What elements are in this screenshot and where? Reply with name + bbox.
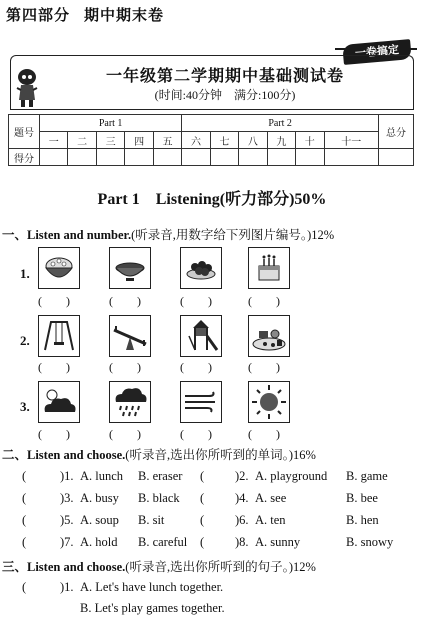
picnic-icon: [248, 315, 290, 357]
score-table: [8, 114, 414, 166]
swing-icon: [38, 315, 80, 357]
col-9: 九: [267, 132, 295, 149]
answer-blank[interactable]: ( ): [38, 294, 70, 308]
col-8: 八: [239, 132, 267, 149]
option-b: B. sit: [138, 513, 165, 527]
part-label: 第四部分: [6, 6, 71, 24]
answer-paren[interactable]: (: [200, 491, 205, 505]
grapes-icon: [180, 247, 222, 289]
score-label: 得分: [9, 149, 40, 166]
answer-paren[interactable]: (: [22, 535, 27, 549]
col-6: 六: [182, 132, 210, 149]
answer-blank[interactable]: ( ): [180, 360, 212, 374]
topic-label: 题号: [9, 115, 40, 149]
answer-blank[interactable]: ( ): [109, 427, 141, 441]
part2-header: Part 2: [182, 115, 379, 132]
item-number: )2.: [235, 469, 249, 483]
row-number: 3.: [20, 399, 30, 414]
col-11: 十一: [324, 132, 378, 149]
answer-paren[interactable]: (: [22, 469, 27, 483]
option-b: B. black: [138, 491, 180, 505]
score-cell[interactable]: [267, 149, 295, 166]
score-cell[interactable]: [182, 149, 210, 166]
part-name: 期中期末卷: [84, 6, 165, 24]
score-cell[interactable]: [153, 149, 181, 166]
option-a: A. Let's have lunch together.: [80, 580, 224, 594]
option-a: A. see: [255, 491, 287, 505]
option-a: A. sunny: [255, 535, 301, 549]
part1-header: Part 1: [40, 115, 182, 132]
section2-label: 二、Listen and choose.: [2, 448, 126, 462]
total-score-cell[interactable]: [379, 149, 414, 166]
item-number: )4.: [235, 491, 249, 505]
answer-blank[interactable]: ( ): [248, 294, 280, 308]
item-number: )8.: [235, 535, 249, 549]
option-b: B. hen: [346, 513, 379, 527]
option-a: A. playground: [255, 469, 328, 483]
col-5: 五: [153, 132, 181, 149]
section3-instruction: (听录音,选出你所听到的句子。)12%: [125, 560, 316, 574]
option-a: A. busy: [80, 491, 119, 505]
part-header: [6, 4, 164, 25]
answer-paren[interactable]: (: [22, 491, 27, 505]
mascot-icon: [14, 68, 40, 108]
item-number: )1.: [60, 580, 74, 594]
option-a: A. lunch: [80, 469, 124, 483]
score-cell[interactable]: [239, 149, 267, 166]
wind-icon: [180, 381, 222, 423]
section2-instruction: (听录音,选出你所听到的单词。)16%: [125, 448, 316, 462]
col-1: 一: [40, 132, 68, 149]
score-cell[interactable]: [210, 149, 238, 166]
rain-icon: [109, 381, 151, 423]
exam-subtitle: (时间:40分钟 满分:100分): [154, 88, 296, 102]
section3-heading: [2, 557, 316, 575]
stamp-badge: 一卷搞定: [342, 39, 411, 65]
rice-bowl-icon: [38, 247, 80, 289]
cloud-icon: [38, 381, 80, 423]
score-cell[interactable]: [125, 149, 153, 166]
answer-blank[interactable]: ( ): [248, 427, 280, 441]
score-cell[interactable]: [40, 149, 68, 166]
item-number: )7.: [60, 535, 74, 549]
birthday-cake-icon: [248, 247, 290, 289]
section1-instruction: (听录音,用数字给下列图片编号。)12%: [131, 228, 335, 242]
item-number: )6.: [235, 513, 249, 527]
option-a: A. soup: [80, 513, 119, 527]
option-b: B. eraser: [138, 469, 183, 483]
row-number: 1.: [20, 266, 30, 281]
answer-blank[interactable]: ( ): [248, 360, 280, 374]
exam-title: 一年级第二学期期中基础测试卷: [105, 66, 344, 85]
score-cell[interactable]: [296, 149, 324, 166]
answer-blank[interactable]: ( ): [180, 294, 212, 308]
option-a: A. ten: [255, 513, 286, 527]
score-cell[interactable]: [68, 149, 96, 166]
option-b: B. careful: [138, 535, 188, 549]
part1-title: Part 1 Listening(听力部分)50%: [97, 191, 327, 208]
answer-paren[interactable]: (: [200, 513, 205, 527]
sun-icon: [248, 381, 290, 423]
item-number: )5.: [60, 513, 74, 527]
answer-paren[interactable]: (: [200, 469, 205, 483]
section3-label: 三、Listen and choose.: [2, 560, 126, 574]
answer-blank[interactable]: ( ): [109, 360, 141, 374]
col-10: 十: [296, 132, 324, 149]
option-b: B. snowy: [346, 535, 394, 549]
soup-bowl-icon: [109, 247, 151, 289]
section1-label: 一、Listen and number.: [2, 228, 132, 242]
answer-blank[interactable]: ( ): [38, 360, 70, 374]
col-4: 四: [125, 132, 153, 149]
answer-blank[interactable]: ( ): [180, 427, 212, 441]
answer-paren[interactable]: (: [22, 513, 27, 527]
option-b: B. Let's play games together.: [80, 601, 225, 615]
seesaw-icon: [109, 315, 151, 357]
title-underline: [10, 109, 414, 110]
answer-blank[interactable]: ( ): [38, 427, 70, 441]
section2-heading: [2, 445, 316, 463]
option-b: B. game: [346, 469, 388, 483]
item-number: )1.: [60, 469, 74, 483]
row-number: 2.: [20, 333, 30, 348]
option-b: B. bee: [346, 491, 378, 505]
item-number: )3.: [60, 491, 74, 505]
col-7: 七: [210, 132, 238, 149]
score-cell[interactable]: [96, 149, 124, 166]
slide-icon: [180, 315, 222, 357]
option-a: A. hold: [80, 535, 118, 549]
section1-heading: [2, 225, 334, 243]
score-cell[interactable]: [324, 149, 378, 166]
answer-paren[interactable]: (: [22, 580, 27, 594]
col-2: 二: [68, 132, 96, 149]
total-label: 总分: [379, 115, 414, 149]
answer-paren[interactable]: (: [200, 535, 205, 549]
col-3: 三: [96, 132, 124, 149]
answer-blank[interactable]: ( ): [109, 294, 141, 308]
